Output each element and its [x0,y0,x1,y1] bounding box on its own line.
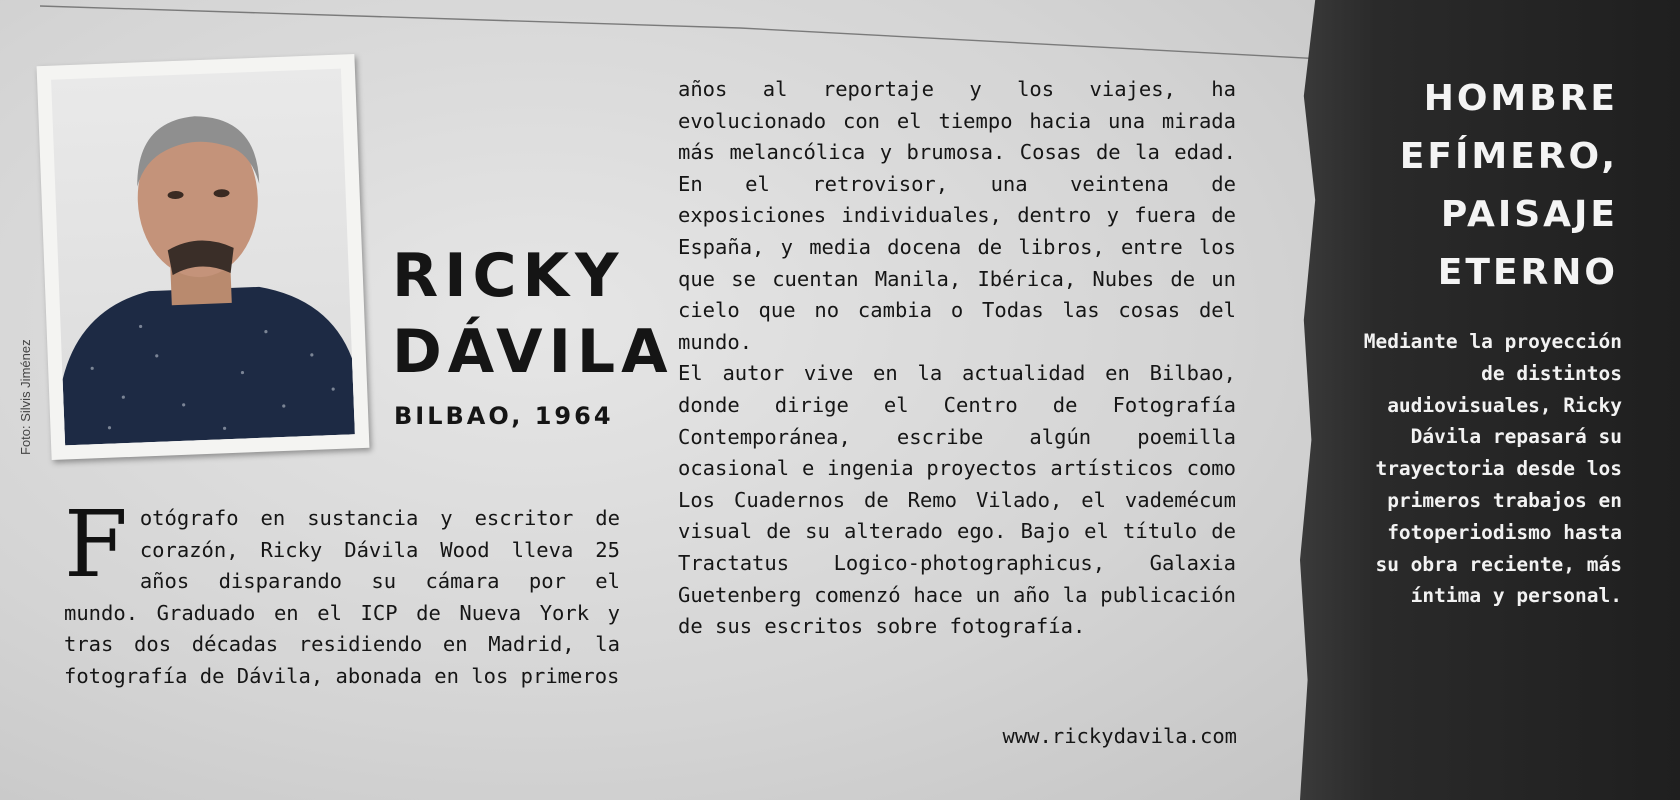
website-link[interactable]: www.rickydavila.com [1002,724,1237,748]
author-origin: BILBAO, 1964 [394,402,614,430]
author-name-line2: DÁVILA [392,317,674,387]
article-column-2 [678,74,1236,643]
sidebar-title [1400,70,1618,302]
sidebar-title-line: PAISAJE [1440,194,1618,235]
sidebar-text: Mediante la proyección de distintos audiovisuales, Ricky Dávila repasará su trayectoria desde los primeros trabajos en fotoperiodismo hasta su obra reciente, más íntima y personal. [1363,330,1622,608]
sidebar-title-line: EFÍMERO, [1399,136,1618,177]
photo-credit: Foto: Silvis Jiménez [18,339,33,455]
article-paragraph-2: El autor vive en la actualidad en Bilbao, donde dirige el Centro de Fotografía Contemporánea, escribe algún poemilla ocasional e ingenia proyectos artísticos como Los Cuadernos de Remo Vilado, el vademécum visual de su alterado ego. Bajo el título de Tractatus Logico-photographicus, Galaxia Guetenberg comenzó hace un año la publicación de sus escritos sobre fotografía. [678,361,1236,639]
sidebar-title-line: ETERNO [1437,252,1618,293]
article-paragraph-1: años al reportaje y los viajes, ha evolucionado con el tiempo hacia una mirada más melancólica y brumosa. Cosas de la edad. En el retrovisor, una veintena de exposiciones individuales, dentro y fuera de España, y media docena de libros, entre los que se cuentan Manila, Ibérica, Nubes de un cielo que no cambia o Todas las cosas del mundo. [678,77,1236,354]
portrait-photo [51,69,355,446]
portrait-photo-frame [37,54,370,460]
drop-cap: F [64,491,128,598]
article-column-1 [64,491,620,693]
sidebar-title-line: HOMBRE [1423,78,1618,119]
author-name-line1: RICKY [392,241,625,311]
portrait-illustration [51,69,355,446]
article-col1-text: otógrafo en sustancia y escritor de corazón, Ricky Dávila Wood lleva 25 años disparando su cámara por el mundo. Graduado en el ICP de Nueva York y tras dos décadas residiendo en Madrid, la fotografía de Dávila, abonada en los primeros [64,506,620,688]
author-name [392,238,674,390]
